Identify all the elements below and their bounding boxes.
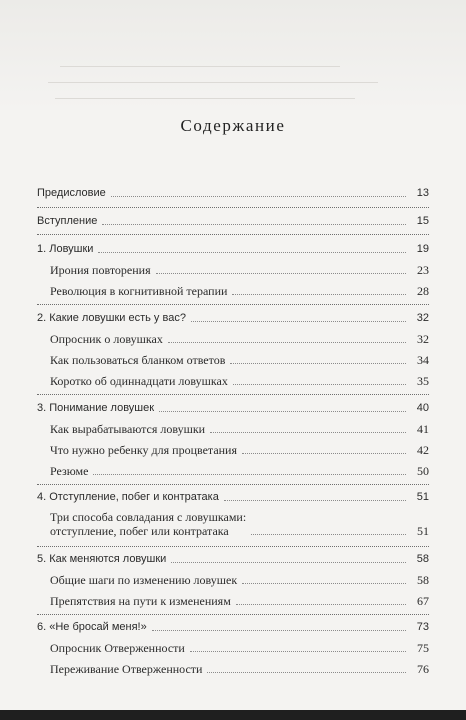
toc-entry-page: 51 [416, 491, 429, 503]
toc-entry[interactable] [50, 332, 429, 346]
toc-entry[interactable] [50, 422, 429, 436]
toc-entry-page: 28 [417, 284, 429, 298]
section-divider [37, 304, 429, 305]
toc-entry-label: Опросник о ловушках [50, 332, 163, 346]
toc-entry[interactable] [50, 573, 429, 587]
dot-leader [242, 583, 406, 584]
toc-entry-label: Опросник Отверженности [50, 641, 185, 655]
toc-entry[interactable] [50, 443, 429, 457]
dot-leader [102, 224, 406, 225]
toc-entry-page: 23 [417, 263, 429, 277]
toc-entry[interactable] [50, 510, 429, 538]
toc-entry[interactable] [50, 353, 429, 367]
toc-entry-label: Ирония повторения [50, 263, 151, 277]
toc-entry[interactable] [37, 214, 429, 228]
toc-entry-label: 1. Ловушки [37, 243, 94, 255]
toc-entry-label: Что нужно ребенку для процветания [50, 443, 238, 457]
toc-entry[interactable] [50, 374, 429, 388]
toc-entry-page: 50 [417, 464, 429, 478]
toc-entry-label: Три способа совладания с ловушками: отступление, побег или контратака [50, 510, 247, 538]
dot-leader [191, 321, 406, 322]
toc-entry[interactable] [37, 242, 429, 256]
dot-leader [224, 500, 406, 501]
toc-entry-page: 32 [416, 312, 429, 324]
dot-leader [210, 432, 406, 433]
dot-leader [111, 196, 406, 197]
toc-entry[interactable] [37, 490, 429, 504]
dot-leader [159, 411, 406, 412]
toc-entry-page: 73 [416, 621, 429, 633]
toc-entry-label: 5. Как меняются ловушки [37, 553, 167, 565]
toc-entry-label: Предисловие [37, 187, 106, 199]
toc-entry-page: 58 [417, 573, 429, 587]
toc-entry[interactable] [37, 186, 429, 200]
dot-leader [152, 630, 406, 631]
toc-entry-label: Переживание Отверженности [50, 662, 203, 676]
toc-entry-label: Коротко об одиннадцати ловушках [50, 374, 228, 388]
toc-entry-page: 42 [417, 443, 429, 457]
dot-leader [98, 252, 406, 253]
toc-entry[interactable] [37, 620, 429, 634]
toc-entry-label: Революция в когнитивной терапии [50, 284, 228, 298]
toc-entry-label: 3. Понимание ловушек [37, 402, 155, 414]
section-divider [37, 546, 429, 547]
dot-leader [232, 294, 406, 295]
toc-entry-label: 4. Отступление, побег и контратака [37, 491, 219, 503]
toc-entry-label: Общие шаги по изменению ловушек [50, 573, 238, 587]
section-divider [37, 614, 429, 615]
toc-entry-page: 75 [417, 641, 429, 655]
toc-entry[interactable] [50, 641, 429, 655]
toc-entry-page: 19 [416, 243, 429, 255]
toc-entry-page: 40 [416, 402, 429, 414]
toc-entry[interactable] [50, 284, 429, 298]
toc-entry-page: 15 [416, 215, 429, 227]
toc-entry-page: 34 [417, 353, 429, 367]
dot-leader [93, 474, 406, 475]
dot-leader [168, 342, 406, 343]
toc-entry[interactable] [37, 552, 429, 566]
section-divider [37, 484, 429, 485]
toc-entry-label: 2. Какие ловушки есть у вас? [37, 312, 186, 324]
dot-leader [171, 562, 406, 563]
dot-leader [242, 453, 406, 454]
toc-entry-page: 67 [417, 594, 429, 608]
section-divider [37, 234, 429, 235]
toc-entry-page: 32 [417, 332, 429, 346]
toc-entry[interactable] [37, 401, 429, 415]
section-divider [37, 207, 429, 208]
dot-leader [236, 604, 406, 605]
dot-leader [251, 534, 406, 535]
toc-entry-label: Препятствия на пути к изменениям [50, 594, 231, 608]
toc-entry-page: 13 [416, 187, 429, 199]
toc-entry-page: 35 [417, 374, 429, 388]
dot-leader [190, 651, 406, 652]
toc-entry[interactable] [50, 594, 429, 608]
dot-leader [233, 384, 406, 385]
toc-entry-label: 6. «Не бросай меня!» [37, 621, 147, 633]
toc-entry[interactable] [50, 662, 429, 676]
toc-entry-page: 41 [417, 422, 429, 436]
toc-entry-page: 76 [417, 662, 429, 676]
dot-leader [207, 672, 406, 673]
toc-entry[interactable] [50, 464, 429, 478]
dot-leader [230, 363, 406, 364]
toc-entry-label: Как пользоваться бланком ответов [50, 353, 226, 367]
toc-entry-page: 51 [417, 524, 429, 538]
dot-leader [156, 273, 406, 274]
toc-entry[interactable] [37, 311, 429, 325]
toc-entry-page: 58 [416, 553, 429, 565]
section-divider [37, 394, 429, 395]
toc-entry-label: Резюме [50, 464, 89, 478]
toc-entry[interactable] [50, 263, 429, 277]
page-bottom-edge [0, 710, 466, 720]
page-title: Содержание [180, 116, 286, 135]
toc-entry-label: Вступление [37, 215, 98, 227]
toc-entry-label: Как вырабатываются ловушки [50, 422, 206, 436]
